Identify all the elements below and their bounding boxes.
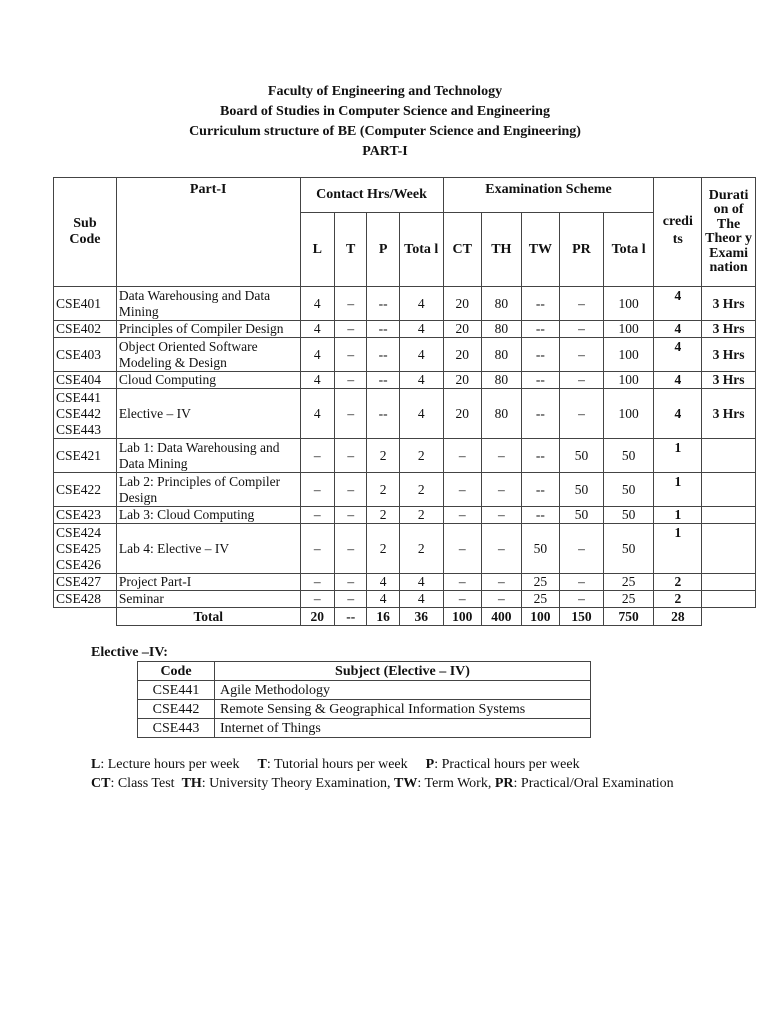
cell-ct: – (443, 439, 482, 473)
subject-name: Elective – IV (116, 389, 300, 439)
cell-credits: 1 (654, 439, 702, 473)
exam-scheme-header: Examination Scheme (443, 178, 654, 213)
cell-th: – (482, 507, 522, 524)
cell-pr: – (560, 574, 604, 591)
ct-header: CT (443, 213, 482, 287)
cell-th: – (482, 473, 522, 507)
total-blank-2 (702, 608, 756, 626)
cell-l: – (300, 473, 334, 507)
table-row (54, 389, 756, 439)
total-row (54, 608, 756, 626)
cell-duration: 3 Hrs (702, 338, 756, 372)
total-p: 16 (367, 608, 399, 626)
cell-p: -- (367, 338, 399, 372)
table-row (54, 338, 756, 372)
subject-code: CSE404 (54, 372, 117, 389)
cell-t: – (334, 507, 366, 524)
cell-ct: 20 (443, 389, 482, 439)
table-row (54, 321, 756, 338)
cell-duration: 3 Hrs (702, 372, 756, 389)
cell-tw: -- (521, 389, 560, 439)
cell-t: – (334, 574, 366, 591)
cell-exam-total: 100 (603, 287, 654, 321)
table-body (54, 287, 756, 608)
cell-exam-total: 25 (603, 574, 654, 591)
cell-l: – (300, 507, 334, 524)
cell-total: 2 (399, 473, 443, 507)
cell-credits: 4 (654, 287, 702, 321)
cell-tw: -- (521, 507, 560, 524)
total-exam: 750 (603, 608, 654, 626)
cell-p: 2 (367, 439, 399, 473)
subject-name: Lab 4: Elective – IV (116, 524, 300, 574)
cell-th: 80 (482, 338, 522, 372)
cell-th: 80 (482, 321, 522, 338)
elective-subject: Internet of Things (215, 719, 591, 738)
elective-header-row (138, 662, 591, 681)
cell-p: -- (367, 287, 399, 321)
subject-code: CSE403 (54, 338, 117, 372)
faculty-title: Faculty of Engineering and Technology (267, 84, 503, 99)
legend-p-text: : Practical hours per week (434, 757, 580, 772)
subject-code: CSE441 CSE442 CSE443 (54, 389, 117, 439)
cell-ct: – (443, 574, 482, 591)
cell-l: 4 (300, 287, 334, 321)
curriculum-table (53, 177, 756, 626)
tw-header: TW (521, 213, 560, 287)
cell-ct: 20 (443, 372, 482, 389)
cell-t: – (334, 321, 366, 338)
subject-code: CSE421 (54, 439, 117, 473)
cell-l: – (300, 591, 334, 608)
cell-l: – (300, 574, 334, 591)
total-label: Total (116, 608, 300, 626)
elective-row (138, 681, 591, 700)
subject-code: CSE422 (54, 473, 117, 507)
subject-code: CSE428 (54, 591, 117, 608)
cell-l: – (300, 439, 334, 473)
cell-pr: – (560, 389, 604, 439)
p-header: P (367, 213, 399, 287)
cell-l: 4 (300, 338, 334, 372)
cell-th: – (482, 524, 522, 574)
cell-total: 2 (399, 524, 443, 574)
cell-tw: 50 (521, 524, 560, 574)
legend-pr-key: PR (494, 776, 514, 791)
cell-pr: – (560, 372, 604, 389)
subject-code: CSE424 CSE425 CSE426 (54, 524, 117, 574)
table-row (54, 287, 756, 321)
cell-t: – (334, 372, 366, 389)
elective-code: CSE441 (138, 681, 215, 700)
cell-t: – (334, 591, 366, 608)
cell-exam-total: 100 (603, 372, 654, 389)
subject-name: Data Warehousing and Data Mining (116, 287, 300, 321)
table-row (54, 574, 756, 591)
curriculum-title: Curriculum structure of BE (Computer Science and Engineering) (189, 124, 581, 139)
cell-pr: 50 (560, 439, 604, 473)
total-blank (54, 608, 117, 626)
cell-exam-total: 50 (603, 473, 654, 507)
cell-ct: – (443, 591, 482, 608)
cell-tw: -- (521, 439, 560, 473)
total-l: 20 (300, 608, 334, 626)
cell-t: – (334, 389, 366, 439)
cell-tw: -- (521, 338, 560, 372)
cell-exam-total: 100 (603, 389, 654, 439)
cell-pr: 50 (560, 507, 604, 524)
cell-p: 2 (367, 473, 399, 507)
cell-credits: 2 (654, 574, 702, 591)
cell-credits: 1 (654, 507, 702, 524)
table-row (54, 473, 756, 507)
legend-p-key: P (425, 757, 435, 772)
cell-tw: -- (521, 321, 560, 338)
elective-table (137, 661, 591, 738)
elective-code: CSE443 (138, 719, 215, 738)
table-row (54, 507, 756, 524)
elective-subject: Agile Methodology (215, 681, 591, 700)
cell-credits: 4 (654, 321, 702, 338)
sub-code-header: Sub Code (54, 178, 117, 287)
elective-title: Elective –IV: (91, 645, 168, 660)
cell-duration (702, 473, 756, 507)
total-contact: 36 (399, 608, 443, 626)
cell-t: – (334, 473, 366, 507)
cell-ct: 20 (443, 287, 482, 321)
subject-code: CSE423 (54, 507, 117, 524)
total-pr: 150 (560, 608, 604, 626)
legend-line-2 (91, 774, 691, 793)
table-row (54, 591, 756, 608)
legend-l-text: : Lecture hours per week (100, 757, 240, 772)
legend-pr-text: : Practical/Oral Examination (513, 776, 674, 791)
cell-tw: -- (521, 372, 560, 389)
cell-th: 80 (482, 372, 522, 389)
legend-t-text: : Tutorial hours per week (266, 757, 408, 772)
cell-credits: 1 (654, 524, 702, 574)
cell-p: 4 (367, 574, 399, 591)
cell-pr: – (560, 338, 604, 372)
cell-exam-total: 25 (603, 591, 654, 608)
cell-th: – (482, 591, 522, 608)
cell-credits: 4 (654, 372, 702, 389)
cell-duration (702, 524, 756, 574)
legend-tw-key: TW (394, 776, 418, 791)
elective-row (138, 700, 591, 719)
subject-name: Cloud Computing (116, 372, 300, 389)
subject-name: Seminar (116, 591, 300, 608)
t-header: T (334, 213, 366, 287)
cell-exam-total: 100 (603, 321, 654, 338)
cell-duration (702, 439, 756, 473)
cell-ct: 20 (443, 338, 482, 372)
elective-code-header: Code (138, 662, 215, 681)
cell-exam-total: 50 (603, 439, 654, 473)
cell-p: 2 (367, 524, 399, 574)
subject-name: Object Oriented Software Modeling & Design (116, 338, 300, 372)
cell-p: -- (367, 389, 399, 439)
cell-duration (702, 574, 756, 591)
cell-l: 4 (300, 389, 334, 439)
part-header: Part-I (116, 178, 300, 287)
cell-total: 4 (399, 321, 443, 338)
total-t: -- (334, 608, 366, 626)
table-row (54, 372, 756, 389)
cell-l: – (300, 524, 334, 574)
exam-total-header: Tota l (603, 213, 654, 287)
total-th: 400 (482, 608, 522, 626)
cell-ct: – (443, 473, 482, 507)
pr-header: PR (560, 213, 604, 287)
cell-duration (702, 591, 756, 608)
subject-name: Project Part-I (116, 574, 300, 591)
credits-header: credi ts (654, 213, 702, 287)
cell-t: – (334, 287, 366, 321)
cell-th: – (482, 439, 522, 473)
cell-total: 4 (399, 338, 443, 372)
subject-name: Lab 1: Data Warehousing and Data Mining (116, 439, 300, 473)
credits-header-spacer (654, 178, 702, 213)
cell-tw: 25 (521, 591, 560, 608)
legend-t-key: T (257, 757, 267, 772)
cell-total: 4 (399, 591, 443, 608)
cell-p: -- (367, 321, 399, 338)
subject-code: CSE427 (54, 574, 117, 591)
cell-credits: 2 (654, 591, 702, 608)
cell-exam-total: 100 (603, 338, 654, 372)
cell-tw: -- (521, 473, 560, 507)
subject-name: Lab 3: Cloud Computing (116, 507, 300, 524)
cell-exam-total: 50 (603, 524, 654, 574)
cell-credits: 4 (654, 389, 702, 439)
elective-subject-header: Subject (Elective – IV) (215, 662, 591, 681)
total-credits: 28 (654, 608, 702, 626)
table-row (54, 439, 756, 473)
cell-pr: – (560, 287, 604, 321)
cell-duration (702, 507, 756, 524)
cell-p: 4 (367, 591, 399, 608)
legend-tw-text: : Term Work, (417, 776, 492, 791)
cell-p: 2 (367, 507, 399, 524)
cell-l: 4 (300, 372, 334, 389)
subject-name: Principles of Compiler Design (116, 321, 300, 338)
contact-total-header: Tota l (399, 213, 443, 287)
duration-header: Durati on of The Theor y Exami nation (702, 178, 756, 287)
cell-total: 4 (399, 372, 443, 389)
cell-t: – (334, 524, 366, 574)
legend-l-key: L (91, 757, 101, 772)
legend-th-text: : University Theory Examination, (201, 776, 391, 791)
cell-ct: 20 (443, 321, 482, 338)
cell-th: 80 (482, 389, 522, 439)
table-header-row-1 (54, 178, 756, 213)
cell-total: 4 (399, 287, 443, 321)
cell-total: 4 (399, 574, 443, 591)
cell-t: – (334, 338, 366, 372)
subject-code: CSE401 (54, 287, 117, 321)
cell-duration: 3 Hrs (702, 287, 756, 321)
cell-l: 4 (300, 321, 334, 338)
cell-p: -- (367, 372, 399, 389)
cell-pr: 50 (560, 473, 604, 507)
cell-total: 2 (399, 507, 443, 524)
cell-t: – (334, 439, 366, 473)
cell-pr: – (560, 591, 604, 608)
total-tw: 100 (521, 608, 560, 626)
subject-name: Lab 2: Principles of Compiler Design (116, 473, 300, 507)
elective-subject: Remote Sensing & Geographical Information Systems (215, 700, 591, 719)
part-title: PART-I (362, 144, 408, 159)
cell-th: – (482, 574, 522, 591)
cell-tw: 25 (521, 574, 560, 591)
elective-row (138, 719, 591, 738)
cell-pr: – (560, 524, 604, 574)
cell-credits: 4 (654, 338, 702, 372)
cell-exam-total: 50 (603, 507, 654, 524)
cell-pr: – (560, 321, 604, 338)
cell-ct: – (443, 524, 482, 574)
legend-th-key: TH (181, 776, 202, 791)
board-title: Board of Studies in Computer Science and Engineering (220, 104, 550, 119)
cell-total: 4 (399, 389, 443, 439)
document-header (0, 82, 770, 162)
subject-code: CSE402 (54, 321, 117, 338)
cell-duration: 3 Hrs (702, 321, 756, 338)
elective-code: CSE442 (138, 700, 215, 719)
legend-line-1 (91, 755, 691, 774)
table-row (54, 524, 756, 574)
cell-duration: 3 Hrs (702, 389, 756, 439)
total-ct: 100 (443, 608, 482, 626)
legend-ct-key: CT (91, 776, 111, 791)
cell-credits: 1 (654, 473, 702, 507)
cell-ct: – (443, 507, 482, 524)
cell-total: 2 (399, 439, 443, 473)
l-header: L (300, 213, 334, 287)
legend-ct-text: : Class Test (110, 776, 175, 791)
cell-th: 80 (482, 287, 522, 321)
th-header: TH (482, 213, 522, 287)
contact-hours-header: Contact Hrs/Week (300, 178, 443, 213)
abbreviation-legend (91, 755, 691, 793)
cell-tw: -- (521, 287, 560, 321)
